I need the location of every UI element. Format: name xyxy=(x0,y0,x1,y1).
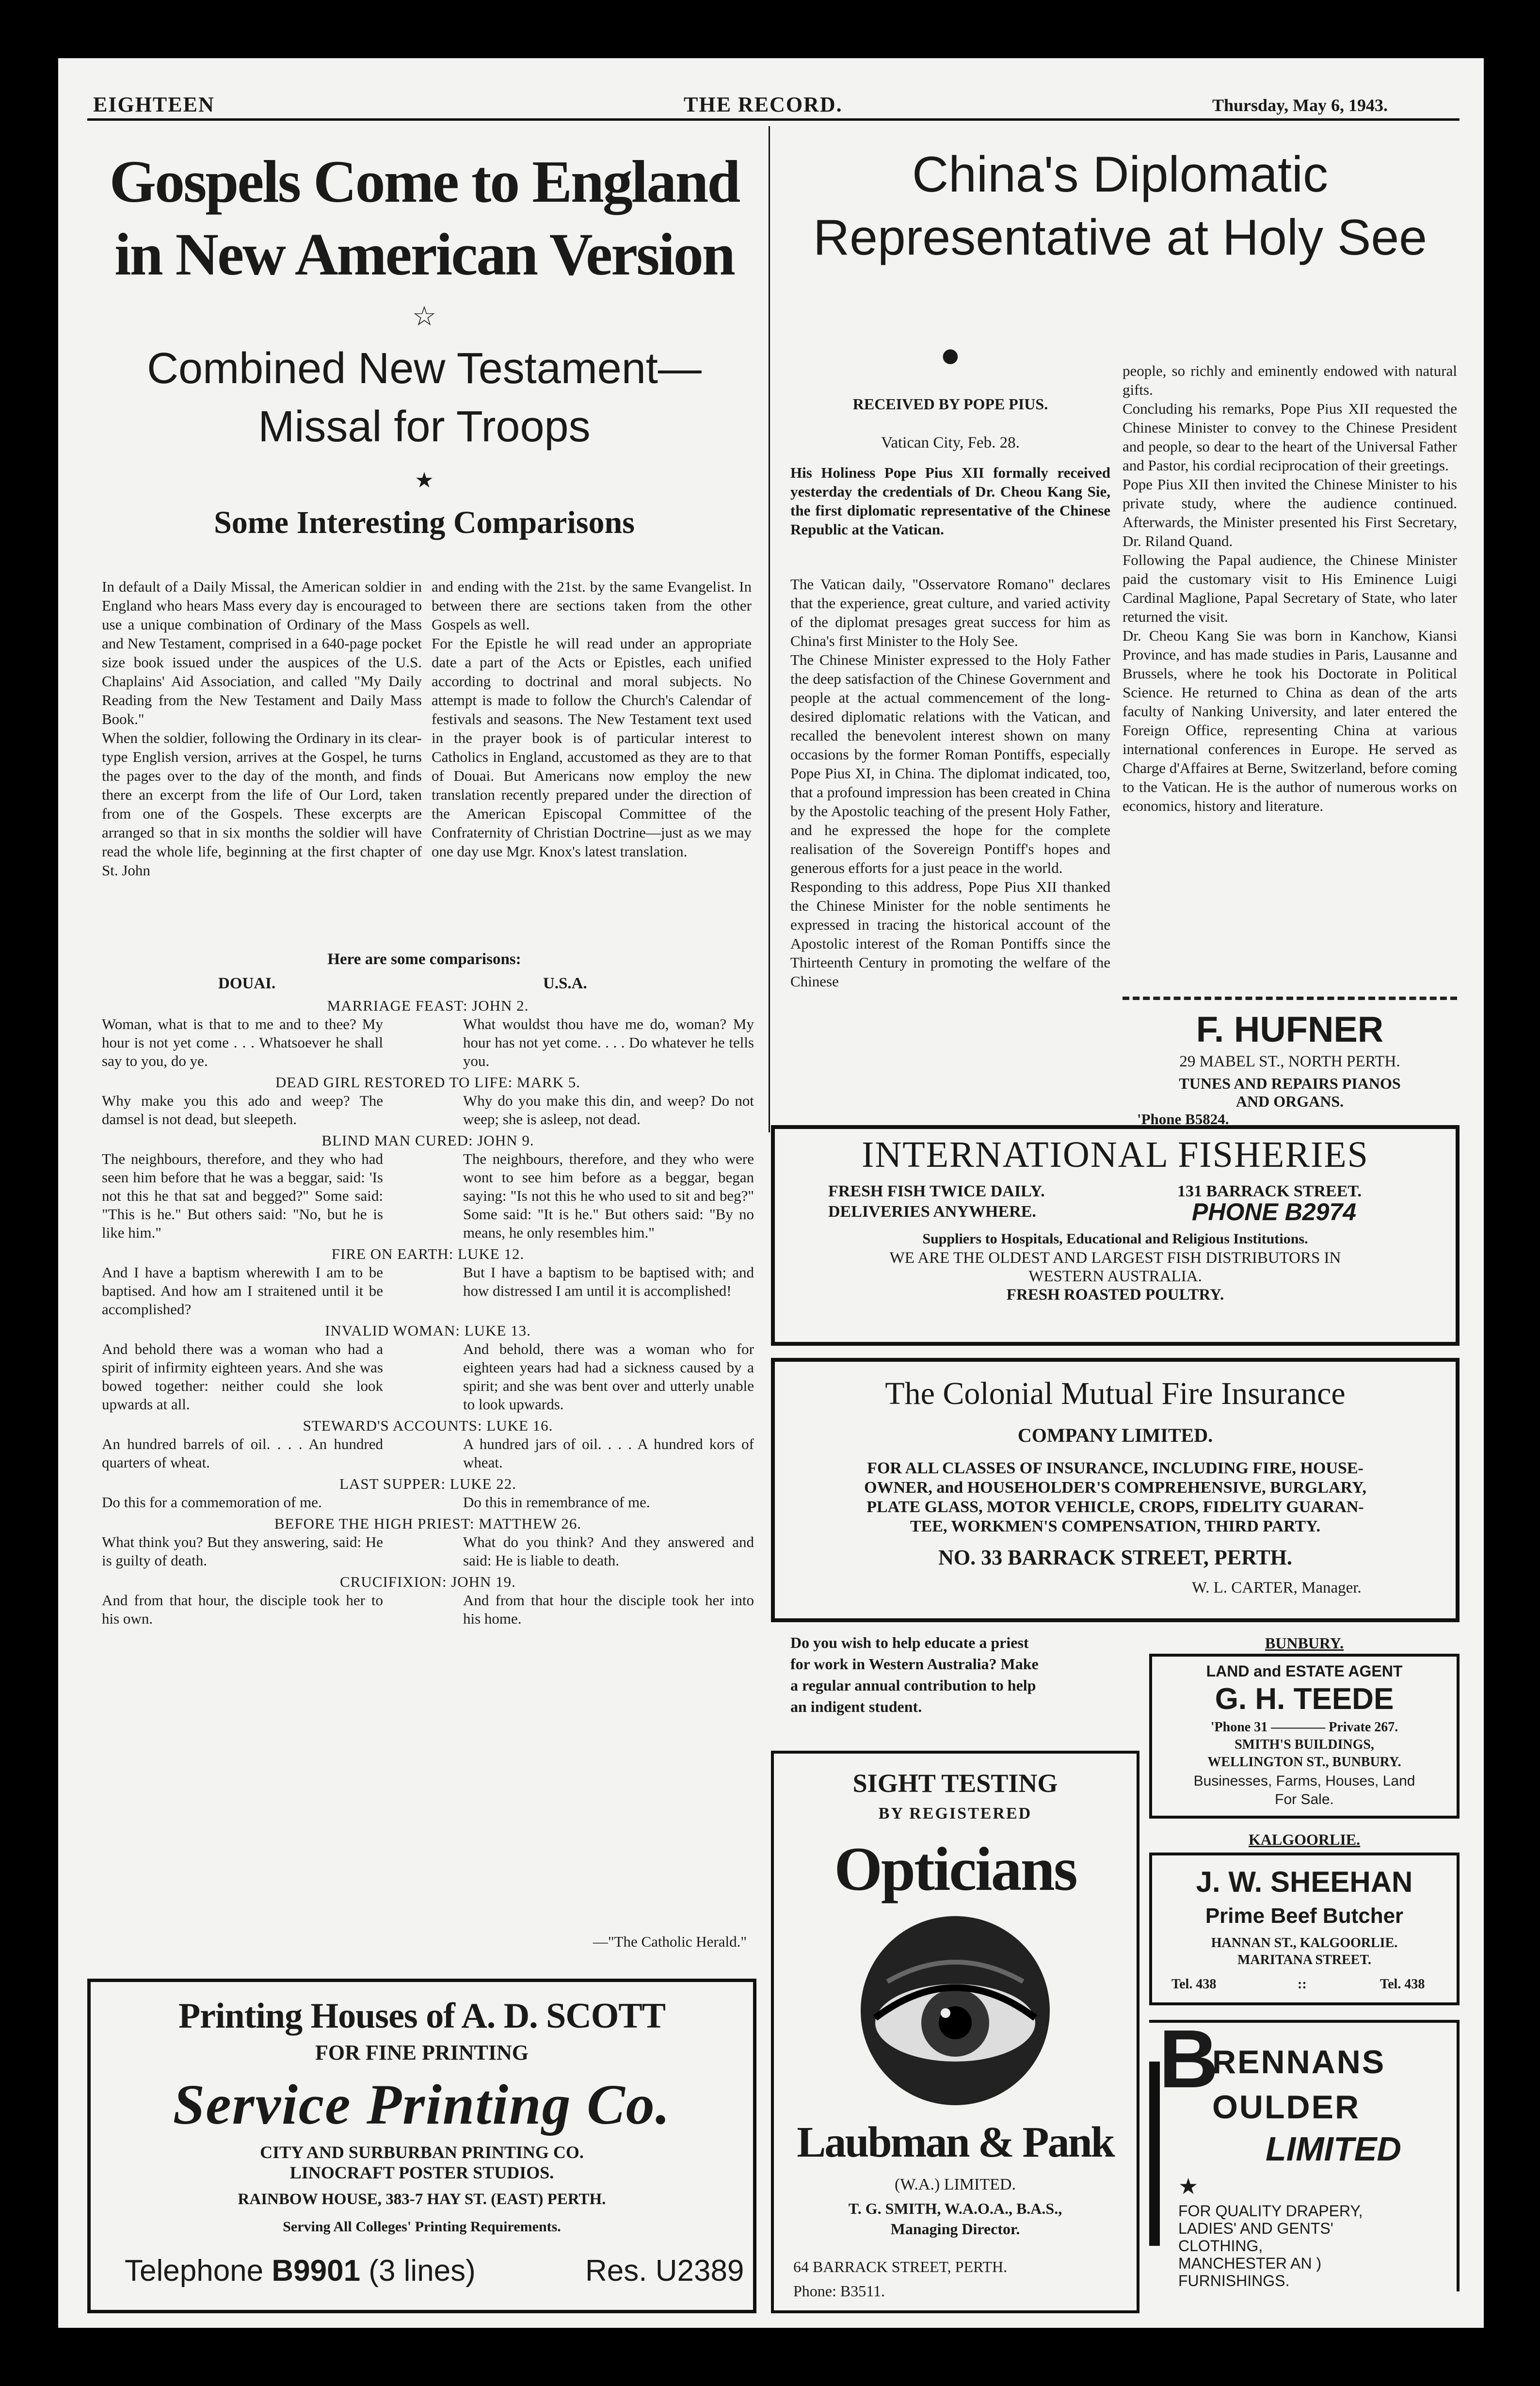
scott-tel-lines: (3 lines) xyxy=(360,2254,476,2288)
comparison-heading: BLIND MAN CURED: JOHN 9. xyxy=(321,1132,534,1149)
colonial-line-4: TEE, WORKMEN'S COMPENSATION, THIRD PARTY. xyxy=(910,1517,1321,1535)
headline-line-2: in New American Version xyxy=(114,221,734,288)
kalgoorlie-separator: :: xyxy=(1298,1977,1307,1992)
issue-date: Thursday, May 6, 1943. xyxy=(1212,96,1388,115)
comparison-heading: MARRIAGE FEAST: JOHN 2. xyxy=(327,997,529,1014)
newspaper-page xyxy=(58,58,1484,2328)
fisheries-ad xyxy=(771,1125,1460,1346)
star-icon: ★ xyxy=(1178,2173,1199,2199)
opticians-director: T. G. SMITH, W.A.O.A., B.A.S., xyxy=(848,2200,1062,2217)
hufner-line-1: TUNES AND REPAIRS PIANOS xyxy=(1179,1075,1401,1092)
scott-tel-number: B9901 xyxy=(272,2254,361,2288)
colonial-body xyxy=(775,1459,1456,1536)
bunbury-street: WELLINGTON ST., BUNBURY. xyxy=(1207,1755,1401,1770)
kalgoorlie-tel-right: Tel. 438 xyxy=(1380,1977,1425,1992)
star-icon: ☆ xyxy=(412,301,437,332)
bunbury-phone: 'Phone 31 ———— Private 267. xyxy=(1210,1720,1398,1735)
usa-text: Why do you make this din, and weep? Do not weep; she is asleep, not dead. xyxy=(463,1092,754,1128)
comparison-heading: LAST SUPPER: LUKE 22. xyxy=(339,1475,516,1492)
fisheries-fresh: FRESH FISH TWICE DAILY. xyxy=(828,1182,1045,1200)
opticians-line-1: SIGHT TESTING xyxy=(852,1769,1058,1798)
gospels-headline xyxy=(87,145,761,291)
douai-text: Why make you this ado and weep? The damsel is not dead, but sleepeth. xyxy=(102,1092,383,1128)
star-icon: ★ xyxy=(415,468,434,493)
comparison-list xyxy=(102,997,754,1631)
usa-text: A hundred jars of oil. . . . A hundred kors of wheat. xyxy=(463,1435,754,1471)
opticians-line-3: Opticians xyxy=(834,1835,1076,1903)
opticians-address: 64 BARRACK STREET, PERTH. xyxy=(793,2258,1008,2275)
comparison-heading: BEFORE THE HIGH PRIEST: MATTHEW 26. xyxy=(274,1515,582,1532)
comparison-heading: STEWARD'S ACCOUNTS: LUKE 16. xyxy=(303,1417,553,1434)
bunbury-agent: LAND and ESTATE AGENT xyxy=(1206,1662,1403,1680)
comparison-block xyxy=(102,1245,754,1319)
priest-line-1: Do you wish to help educate a priest xyxy=(790,1634,1029,1651)
brennans-b2 xyxy=(1159,2081,1201,2139)
bunbury-ad xyxy=(1149,1654,1460,1819)
comparison-block xyxy=(102,1417,754,1472)
comparison-heading: DEAD GIRL RESTORED TO LIFE: MARK 5. xyxy=(275,1074,580,1091)
fisheries-poultry: FRESH ROASTED POULTRY. xyxy=(1006,1286,1224,1304)
hufner-address: 29 MABEL ST., NORTH PERTH. xyxy=(1179,1053,1400,1070)
fisheries-delivery: DELIVERIES ANYWHERE. xyxy=(828,1203,1036,1221)
fisheries-oldest-1: WE ARE THE OLDEST AND LARGEST FISH DISTRIBUTORS IN xyxy=(889,1249,1341,1267)
priest-line-3: a regular annual contribution to help xyxy=(790,1677,1036,1694)
scott-line-1: Printing Houses of A. D. SCOTT xyxy=(178,1996,666,2036)
scott-line-5: LINOCRAFT POSTER STUDIOS. xyxy=(289,2163,554,2182)
colonial-line-1: FOR ALL CLASSES OF INSURANCE, INCLUDING FIRE, HOUSE- xyxy=(867,1459,1364,1477)
comparison-heading: INVALID WOMAN: LUKE 13. xyxy=(325,1322,531,1339)
gospels-column-1: In default of a Daily Missal, the American soldier in England who hears Mass every day is encouraged to use a unique combination of Ordinary of the Mass and New Testament, comprised in a 640-page pocket size book issued under the auspices of the U.S. Chaplains' Aid Association, and called "My Daily Reading from the New Testament and Daily Mass Book." When the soldier, following the Ordinary in its clear-type English version, arrives at the Gospel, he turns the pages over to the day of the month, and finds there an excerpt from the life of Our Lord, taken from one of the Gospels. These excerpts are arranged so that in six months the soldier will have read the whole life, beginning at the first chapter of St. John xyxy=(102,578,422,879)
scott-ad xyxy=(87,1979,756,2313)
brennans-bar xyxy=(1149,2062,1160,2246)
brennans-line-5: FURNISHINGS. xyxy=(1178,2272,1290,2289)
bunbury-biz-1: Businesses, Farms, Houses, Land xyxy=(1193,1773,1415,1789)
usa-text: And behold, there was a woman who for eighteen years had had a sickness caused by a spirit; and she was bent over and utterly unable to look upwards. xyxy=(463,1340,754,1413)
comparison-block xyxy=(102,1573,754,1628)
comparison-block xyxy=(102,1475,754,1512)
usa-text: But I have a baptism to be baptised with; and how distressed I am until it is accomplished! xyxy=(463,1264,754,1299)
fisheries-oldest-2: WESTERN AUSTRALIA. xyxy=(1028,1268,1202,1285)
comparison-block xyxy=(102,1322,754,1414)
scott-tel-label: Telephone xyxy=(125,2254,272,2288)
douai-text: Woman, what is that to me and to thee? My hour is not yet come . . . Whatsoever he shall say to you, do ye. xyxy=(102,1016,383,1069)
eye-icon xyxy=(858,1914,1052,2108)
kalgoorlie-street-1: HANNAN ST., KALGOORLIE. xyxy=(1211,1935,1398,1951)
douai-text: Do this for a commemoration of me. xyxy=(102,1494,322,1511)
kalgoorlie-town: KALGOORLIE. xyxy=(1248,1831,1361,1848)
priest-line-4: an indigent student. xyxy=(790,1698,922,1715)
comparison-block xyxy=(102,997,754,1070)
brennans-line-1: FOR QUALITY DRAPERY, xyxy=(1178,2202,1363,2220)
headline-line-1: Gospels Come to England xyxy=(109,148,739,215)
opticians-ad xyxy=(771,1751,1139,2313)
usa-text: What wouldst thou have me do, woman? My hour has not yet come. . . . Do whatever he tells you. xyxy=(463,1016,754,1069)
brennans-b: B xyxy=(1159,2013,1219,2105)
scott-line-4: CITY AND SURBURBAN PRINTING CO. xyxy=(260,2143,584,2162)
bunbury-name: G. H. TEEDE xyxy=(1215,1682,1394,1716)
douai-text: What think you? But they answering, said: He is guilty of death. xyxy=(102,1533,383,1569)
douai-text: And behold there was a woman who had a spirit of infirmity eighteen years. And she was bowed together: neither could she look upwards at all. xyxy=(102,1340,383,1413)
scott-residence: Res. U2389 xyxy=(585,2254,744,2288)
comparisons-intro: Here are some comparisons: xyxy=(327,951,521,968)
bunbury-building: SMITH'S BUILDINGS, xyxy=(1235,1737,1374,1752)
brennans-limited: LIMITED xyxy=(1266,2130,1401,2168)
brennans-line-4: MANCHESTER AN ) xyxy=(1178,2255,1322,2272)
china-dateline: Vatican City, Feb. 28. xyxy=(881,434,1020,451)
brennans-body xyxy=(1178,2202,1363,2289)
hufner-ad xyxy=(1123,997,1457,1126)
usa-text: The neighbours, therefore, and they who were wont to see him before as a beggar, began saying: "Is not this he who used to sit and beg?" Some said: "It is he." But others said: "By no means, he only resembles him." xyxy=(463,1150,754,1241)
comparison-heading: CRUCIFIXION: JOHN 19. xyxy=(340,1573,516,1590)
usa-text: What do you think? And they answered and said: He is liable to death. xyxy=(463,1533,754,1569)
brennans-oulder: OULDER xyxy=(1212,2089,1361,2126)
douai-heading: DOUAI. xyxy=(218,975,276,992)
colonial-address: NO. 33 BARRACK STREET, PERTH. xyxy=(938,1546,1292,1569)
china-headline-line-2: Representative at Holy See xyxy=(813,210,1428,266)
column-divider xyxy=(769,126,770,1132)
douai-text: And from that hour, the disciple took her to his own. xyxy=(102,1592,383,1627)
fisheries-street: 131 BARRACK STREET. xyxy=(1177,1182,1362,1200)
comparison-block xyxy=(102,1073,754,1129)
fisheries-suppliers: Suppliers to Hospitals, Educational and Religious Institutions. xyxy=(922,1231,1308,1247)
hufner-name: F. HUFNER xyxy=(1196,1009,1384,1049)
scott-line-7: Serving All Colleges' Printing Requirements. xyxy=(283,2219,561,2235)
china-column-2: people, so richly and eminently endowed with natural gifts. Concluding his remarks, Pope Pius XII requested the Chinese Minister to convey to the Chinese President and people, so dear to the heart of the Universal Father and Pastor, his cordial reciprocation of their greetings. Pope Pius XII then invited the Chinese Minister to his private study, where the audience continued. Afterwards, the Minister presented his First Secretary, Dr. Riland Quand. Following the Papal audience, the Chinese Minister paid the customary visit to His Eminence Luigi Cardinal Maglione, Papal Secretary of State, who later returned the visit. Dr. Cheou Kang Sie was born in Kanchow, Kiansi Province, and has made studies in Paris, Lausanne and Brussels, where he took his Doctorate in Political Science. He returned to China as dean of the arts faculty of Nanking University, and later entered the Foreign Office, representing China at various international conferences in Europe. He served as Charge d'Affaires at Berne, Switzerland, before coming to the Vatican. He is the author of numerous works on economics, history and literature. xyxy=(1123,362,1457,814)
brennans-ad xyxy=(1149,2013,1460,2291)
colonial-line-2: OWNER, and HOUSEHOLDER'S COMPREHENSIVE, BURGLARY, xyxy=(864,1479,1366,1497)
kalgoorlie-tel-left: Tel. 438 xyxy=(1171,1977,1217,1992)
credit-line: —"The Catholic Herald." xyxy=(593,1933,747,1950)
header-rule xyxy=(87,118,1460,121)
china-headline-line-1: China's Diplomatic xyxy=(912,146,1328,203)
brennans-line-3: CLOTHING, xyxy=(1178,2237,1263,2255)
scott-line-6: RAINBOW HOUSE, 383-7 HAY ST. (EAST) PERTH. xyxy=(238,2191,606,2208)
opticians-line-2: BY REGISTERED xyxy=(878,1805,1032,1822)
kalgoorlie-street-2: MARITANA STREET. xyxy=(1237,1952,1371,1967)
opticians-wa: (W.A.) LIMITED. xyxy=(895,2176,1016,2193)
douai-text: The neighbours, therefore, and they who had seen him before that he was a beggar, said: 'Is not this he that sat and begged?" Some said: "This is he." But others said: "No, but he is like him." xyxy=(102,1150,383,1241)
bunbury-biz-2: For Sale. xyxy=(1275,1791,1334,1807)
china-lede: His Holiness Pope Pius XII formally received yesterday the credentials of Dr. Cheou Kang Sie, the first diplomatic representative of the Chinese Republic at the Vatican. xyxy=(790,464,1110,538)
usa-text: Do this in remembrance of me. xyxy=(463,1494,650,1511)
gospels-subtitle xyxy=(87,339,761,456)
colonial-manager: W. L. CARTER, Manager. xyxy=(1192,1579,1362,1596)
priest-line-2: for work in Western Australia? Make xyxy=(790,1655,1039,1673)
page-number: EIGHTEEN xyxy=(93,93,215,116)
brennans-line-2: LADIES' AND GENTS' xyxy=(1178,2220,1333,2237)
priest-appeal xyxy=(790,1632,1159,1717)
bunbury-town: BUNBURY. xyxy=(1265,1634,1344,1652)
colonial-company: COMPANY LIMITED. xyxy=(1017,1424,1213,1446)
scott-telephone xyxy=(125,2254,476,2288)
brennans-rennans: RENNANS xyxy=(1212,2044,1386,2080)
kalgoorlie-ad xyxy=(1149,1853,1460,2005)
douai-text: And I have a baptism wherewith I am to be baptised. And how am I straitened until it be accomplished? xyxy=(102,1264,383,1318)
subtitle-line-2: Missal for Troops xyxy=(258,403,591,451)
kalgoorlie-name: J. W. SHEEHAN xyxy=(1196,1866,1413,1898)
china-column-1: The Vatican daily, "Osservatore Romano" declares that the experience, great culture, and varied activity of the diplomat presages great success for him as China's first Minister to the Holy See. The Chinese Minister expressed to the Holy Father the deep satisfaction of the Chinese Government and people at the actual commencement of the long-desired diplomatic relations with the Vatican, and recalled the benevolent interest shown on many occasions by the former Roman Pontiffs, especially Pope Pius XI, in China. The diplomat indicated, too, that a profound impression has been created in China by the Apostolic teaching of the present Holy Father, and he expressed the hope for the complete realisation of the Sovereign Pontiff's hopes and generous efforts for a just peace in the world. Responding to this address, Pope Pius XII thanked the Chinese Minister for the noble sentiments he expressed in tracing the historical account of the Apostolic interest of the Roman Pontiffs since the Thirteenth Century in promoting the welfare of the Chinese xyxy=(790,576,1110,990)
fisheries-name: INTERNATIONAL FISHERIES xyxy=(862,1134,1369,1175)
gospels-column-2: and ending with the 21st. by the same Evangelist. In between there are sections taken from the other Gospels as well. For the Epistle he will read under an appropriate date a part of the Acts or Epistles, each unified according to doctrinal and moral subjects. No attempt is made to follow the Church's Calendar of festivals and seasons. The New Testament text used in the prayer book is of particular interest to Catholics in England, accustomed as they are to that of Douai. But Americans now employ the new translation recently prepared under the direction of the American Episcopal Committee of the Confraternity of Christian Doctrine—just as we may one day use Mgr. Knox's latest translation. xyxy=(432,578,752,860)
comparison-heading: FIRE ON EARTH: LUKE 12. xyxy=(331,1245,525,1262)
scott-line-2: FOR FINE PRINTING xyxy=(315,2041,529,2064)
paper-name: THE RECORD. xyxy=(684,93,843,116)
subtitle-line-1: Combined New Testament— xyxy=(147,344,702,393)
usa-heading: U.S.A. xyxy=(543,975,587,992)
scott-line-3: Service Printing Co. xyxy=(173,2073,671,2136)
opticians-role: Managing Director. xyxy=(890,2220,1020,2238)
fisheries-phone: PHONE B2974 xyxy=(1192,1198,1357,1225)
kalgoorlie-trade: Prime Beef Butcher xyxy=(1205,1904,1404,1928)
hufner-phone: 'Phone B5824. xyxy=(1137,1111,1229,1128)
bullet-icon: ● xyxy=(942,344,959,367)
colonial-line-3: PLATE GLASS, MOTOR VEHICLE, CROPS, FIDELITY GUARAN- xyxy=(866,1498,1364,1516)
opticians-phone: Phone: B3511. xyxy=(793,2282,885,2300)
colonial-name: The Colonial Mutual Fire Insurance xyxy=(885,1376,1346,1411)
colonial-ad xyxy=(771,1358,1460,1622)
opticians-firm: Laubman & Pank xyxy=(797,2118,1114,2166)
douai-text: An hundred barrels of oil. . . . An hundred quarters of wheat. xyxy=(102,1435,383,1471)
comparison-block xyxy=(102,1131,754,1242)
china-headline xyxy=(776,143,1464,269)
hufner-line-2: AND ORGANS. xyxy=(1235,1093,1344,1110)
usa-text: And from that hour the disciple took her into his home. xyxy=(463,1592,754,1627)
gospels-subhead: Some Interesting Comparisons xyxy=(214,505,635,540)
china-received: RECEIVED BY POPE PIUS. xyxy=(852,395,1048,413)
comparison-block xyxy=(102,1515,754,1570)
